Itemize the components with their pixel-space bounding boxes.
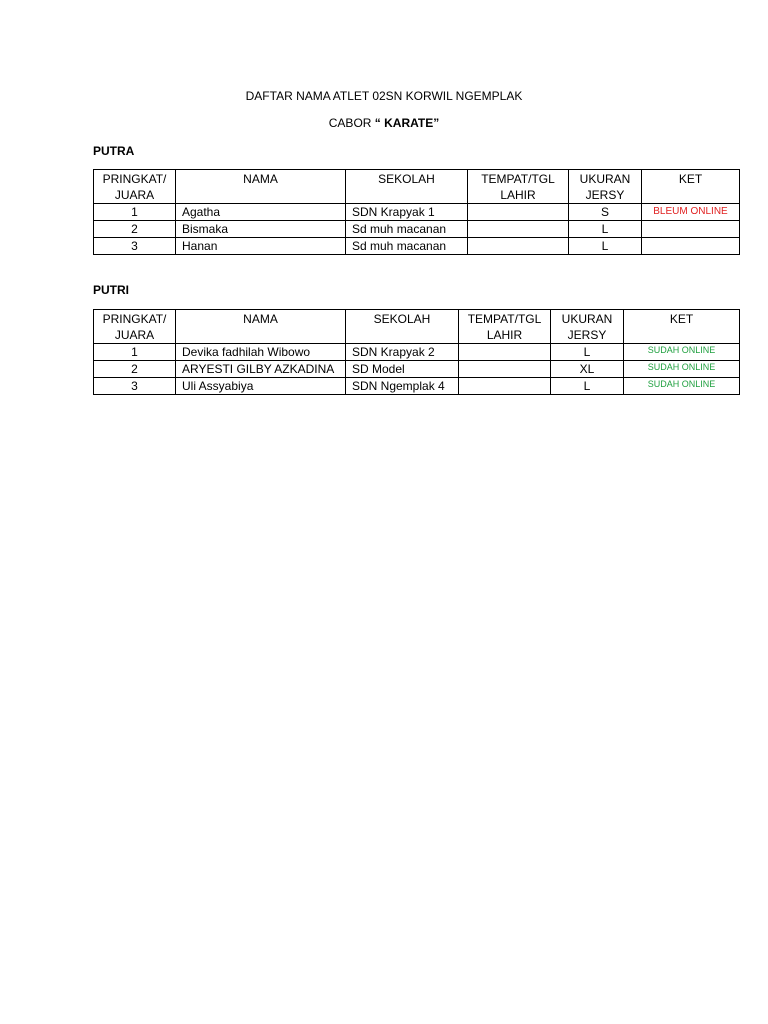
header-tempat: TEMPAT/TGL LAHIR bbox=[468, 170, 569, 204]
cell-tempat bbox=[459, 378, 551, 395]
table-row bbox=[94, 221, 740, 238]
cell-ket-status: SUDAH ONLINE bbox=[624, 378, 740, 395]
header-sekolah: SEKOLAH bbox=[346, 170, 468, 204]
cell-sekolah: SDN Ngemplak 4 bbox=[346, 378, 459, 395]
header-ukuran: UKURAN JERSY bbox=[569, 170, 642, 204]
cell-ket-status: SUDAH ONLINE bbox=[624, 361, 740, 378]
table-row bbox=[94, 344, 740, 361]
cell-sekolah: SDN Krapyak 1 bbox=[346, 204, 468, 221]
cell-nama: ARYESTI GILBY AZKADINA bbox=[176, 361, 346, 378]
document-subtitle bbox=[0, 116, 768, 130]
cell-nama: Bismaka bbox=[176, 221, 346, 238]
cell-no: 1 bbox=[94, 204, 176, 221]
cell-ket-status bbox=[642, 238, 740, 255]
cell-nama: Hanan bbox=[176, 238, 346, 255]
table-row bbox=[94, 204, 740, 221]
table-row bbox=[94, 378, 740, 395]
cell-no: 2 bbox=[94, 361, 176, 378]
header-peringkat: PRINGKAT/ JUARA bbox=[94, 170, 176, 204]
cell-ukuran: L bbox=[551, 344, 624, 361]
subtitle-sport: “ KARATE” bbox=[374, 116, 440, 130]
cell-ukuran: S bbox=[569, 204, 642, 221]
cell-nama: Uli Assyabiya bbox=[176, 378, 346, 395]
header-ukuran: UKURAN JERSY bbox=[551, 310, 624, 344]
header-tempat: TEMPAT/TGL LAHIR bbox=[459, 310, 551, 344]
header-ket: KET bbox=[624, 310, 740, 344]
cell-ukuran: XL bbox=[551, 361, 624, 378]
header-sekolah: SEKOLAH bbox=[346, 310, 459, 344]
cell-no: 2 bbox=[94, 221, 176, 238]
cell-ukuran: L bbox=[569, 221, 642, 238]
cell-tempat bbox=[468, 204, 569, 221]
section-label-putra: PUTRA bbox=[93, 144, 135, 158]
putri-table bbox=[93, 309, 740, 395]
section-label-putri: PUTRI bbox=[93, 283, 129, 297]
cell-no: 1 bbox=[94, 344, 176, 361]
cell-tempat bbox=[459, 344, 551, 361]
cell-ukuran: L bbox=[551, 378, 624, 395]
subtitle-prefix: CABOR bbox=[328, 116, 375, 130]
cell-sekolah: SD Model bbox=[346, 361, 459, 378]
cell-sekolah: Sd muh macanan bbox=[346, 221, 468, 238]
putra-table bbox=[93, 169, 740, 255]
cell-ukuran: L bbox=[569, 238, 642, 255]
header-nama: NAMA bbox=[176, 170, 346, 204]
table-header-row bbox=[94, 310, 740, 344]
cell-no: 3 bbox=[94, 378, 176, 395]
table-row bbox=[94, 238, 740, 255]
cell-tempat bbox=[459, 361, 551, 378]
cell-tempat bbox=[468, 221, 569, 238]
cell-no: 3 bbox=[94, 238, 176, 255]
cell-sekolah: Sd muh macanan bbox=[346, 238, 468, 255]
cell-ket-status bbox=[642, 221, 740, 238]
cell-sekolah: SDN Krapyak 2 bbox=[346, 344, 459, 361]
cell-nama: Devika fadhilah Wibowo bbox=[176, 344, 346, 361]
header-nama: NAMA bbox=[176, 310, 346, 344]
cell-tempat bbox=[468, 238, 569, 255]
document-title: DAFTAR NAMA ATLET 02SN KORWIL NGEMPLAK bbox=[245, 89, 523, 103]
header-ket: KET bbox=[642, 170, 740, 204]
cell-nama: Agatha bbox=[176, 204, 346, 221]
header-peringkat: PRINGKAT/ JUARA bbox=[94, 310, 176, 344]
table-header-row bbox=[94, 170, 740, 204]
cell-ket-status: BLEUM ONLINE bbox=[642, 204, 740, 221]
table-row bbox=[94, 361, 740, 378]
cell-ket-status: SUDAH ONLINE bbox=[624, 344, 740, 361]
